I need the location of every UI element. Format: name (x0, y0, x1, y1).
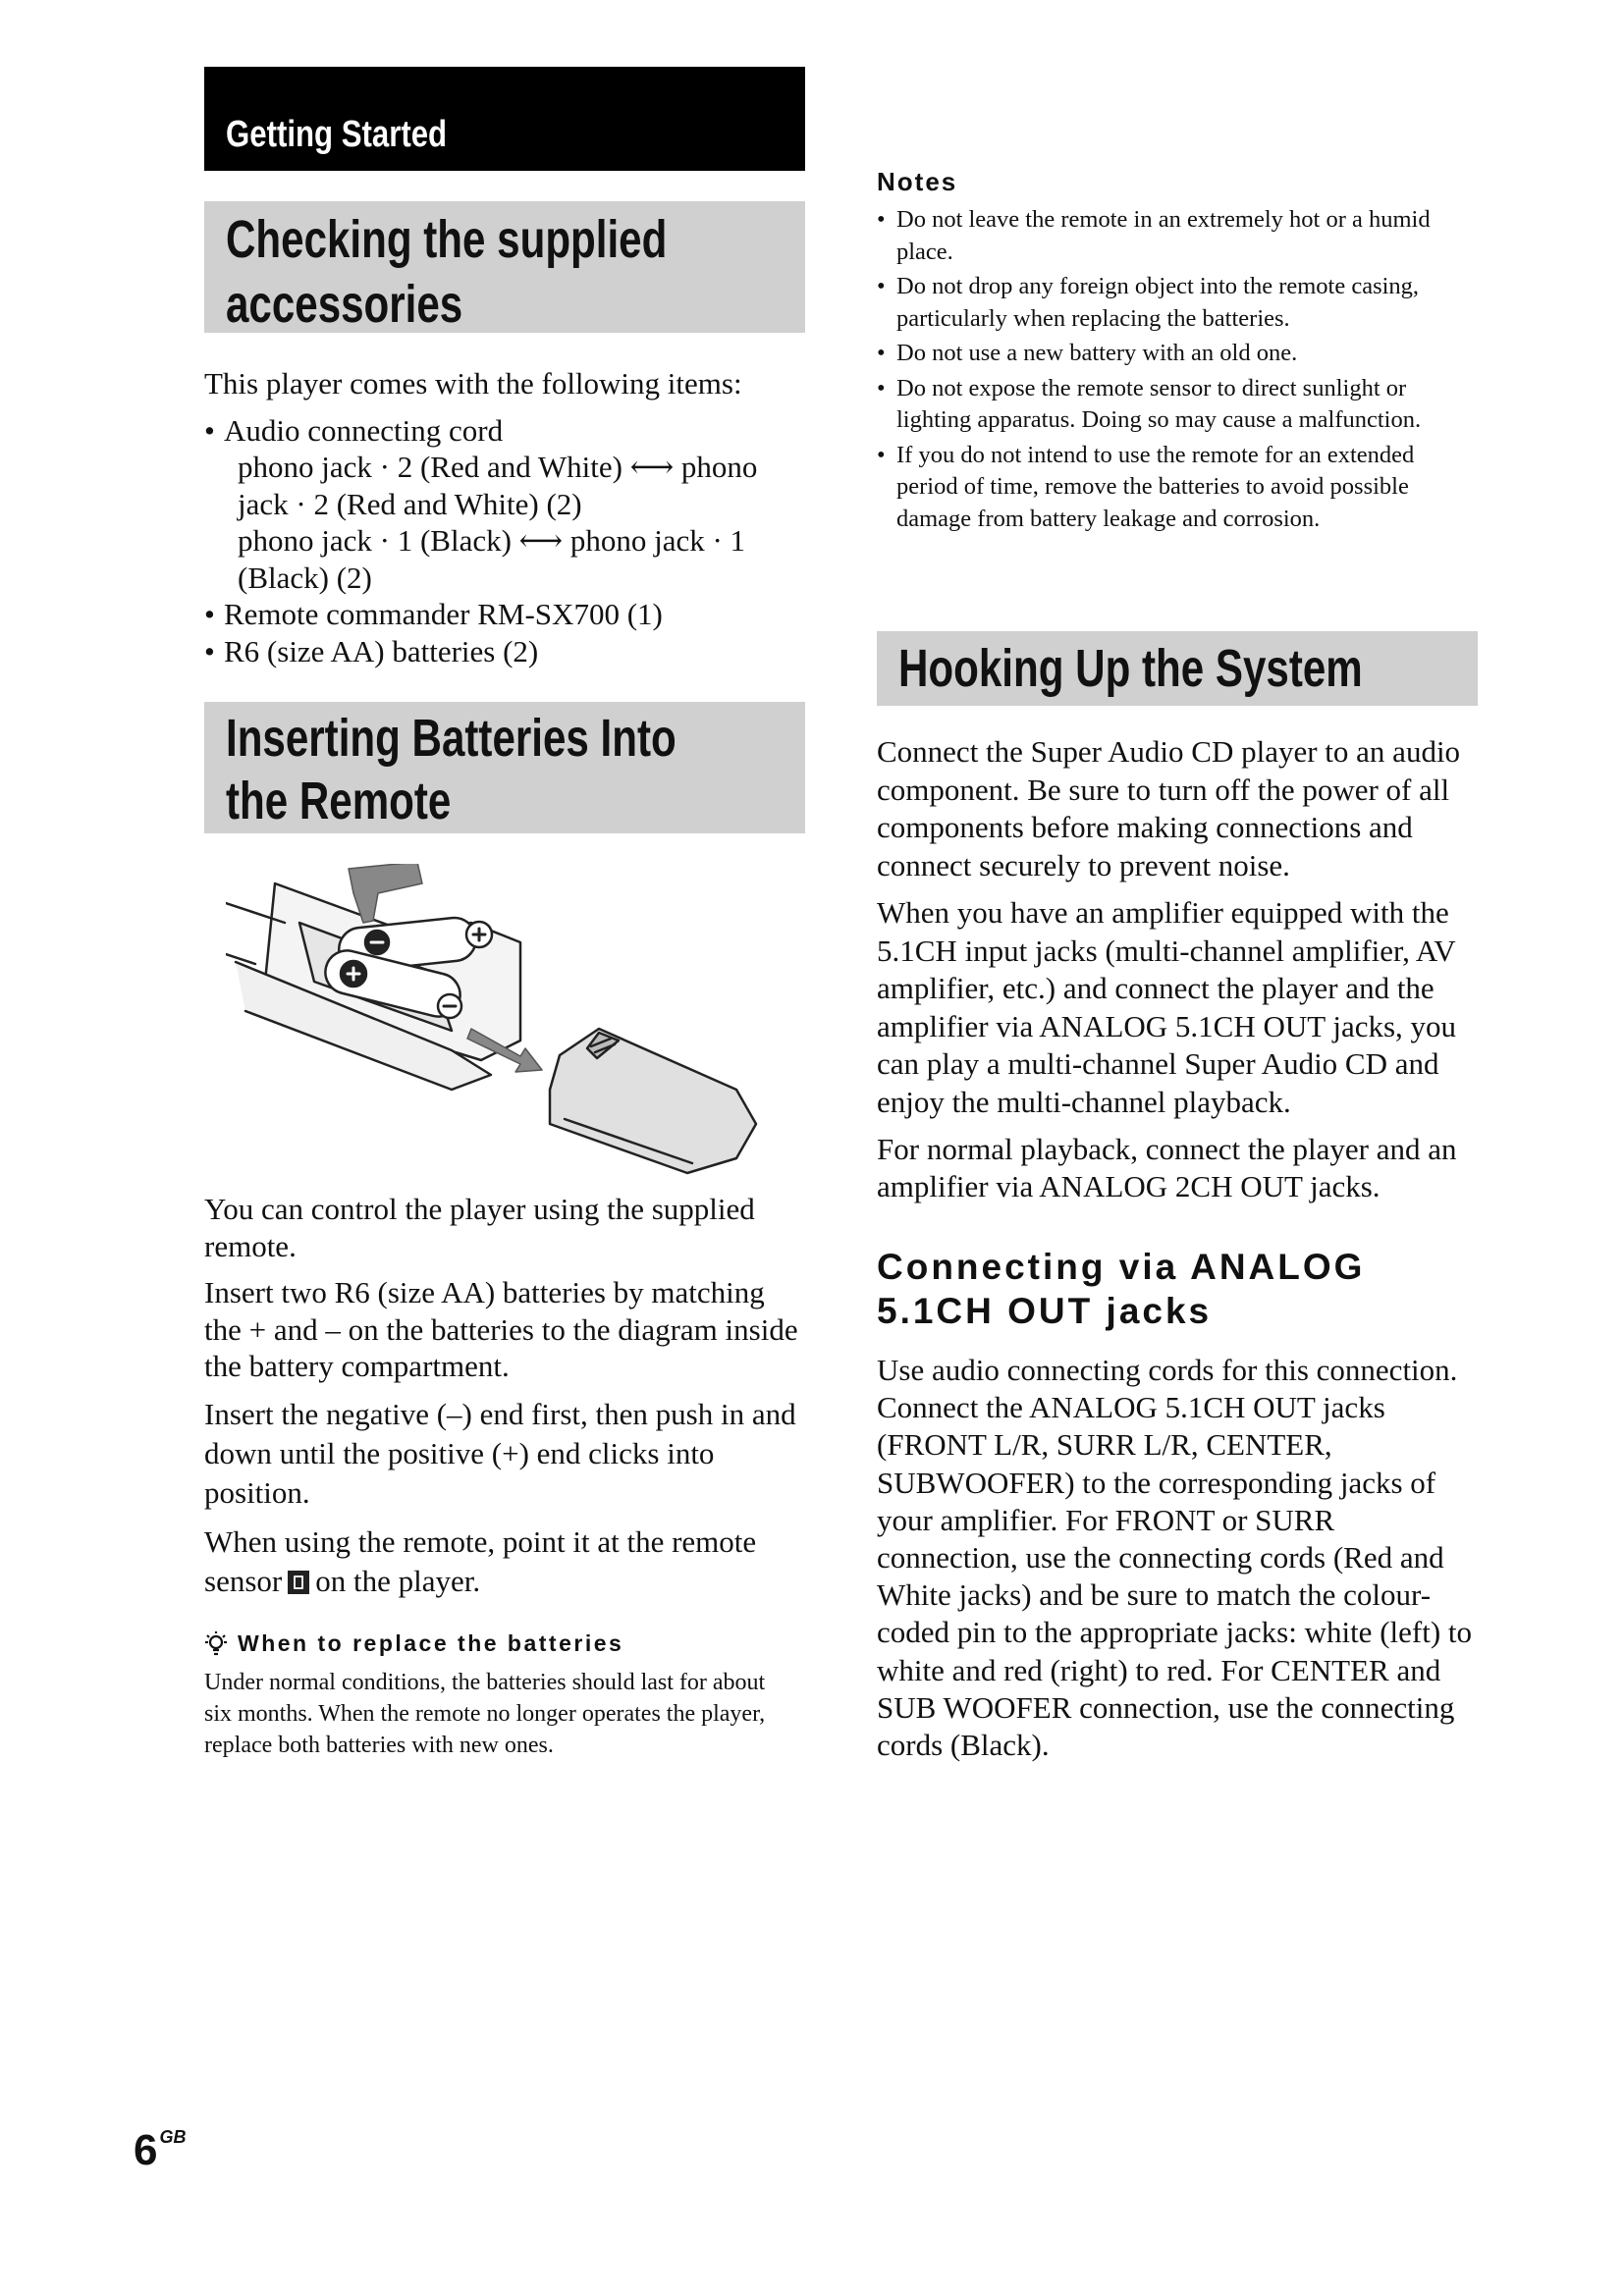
remote-sensor-icon (288, 1571, 309, 1594)
note-text: Do not expose the remote sensor to direct sunlight or lighting apparatus. Doing so may cause a malfunction. (896, 374, 1422, 433)
inserting-paragraph: Insert the negative (–) end first, then push in and down until the positive (+) end clicks into position. (204, 1396, 796, 1510)
note-item: • Do not expose the remote sensor to direct sunlight or lighting apparatus. Doing so may cause a malfunction. (877, 373, 1466, 437)
sensor-text-before: When using the remote, point it at the remote sensor (204, 1523, 757, 1598)
page-number-value: 6 (134, 2126, 158, 2174)
remote-battery-illustration (226, 864, 795, 1178)
hooking-heading: Hooking Up the System (898, 639, 1363, 698)
accessory-item: • Remote commander RM-SX700 (1) (204, 597, 663, 631)
note-item: • Do not leave the remote in an extremely hot or a humid place. (877, 204, 1466, 268)
note-text: Do not drop any foreign object into the remote casing, particularly when replacing the batteries. (896, 273, 1420, 332)
accessories-section (204, 365, 805, 669)
page-number-suffix: GB (159, 2127, 187, 2147)
note-text: If you do not intend to use the remote for an extended period of time, remove the batteries to avoid possible damage from battery leakage and corrosion. (896, 441, 1415, 532)
accessory-item-label: Audio connecting cord (224, 412, 504, 448)
accessory-item-label: Remote commander RM-SX700 (1) (224, 597, 663, 631)
inserting-heading-box (204, 702, 805, 833)
note-text: Do not use a new battery with an old one. (896, 340, 1298, 366)
hooking-paragraph: Connect the Super Audio CD player to an audio component. Be sure to turn off the power of all components before making connections and connect securely to prevent noise. (877, 734, 1461, 882)
note-item: • Do not use a new battery with an old one. (877, 338, 1466, 370)
accessories-intro: This player comes with the following items: (204, 366, 742, 400)
note-item: • Do not drop any foreign object into the remote casing, particularly when replacing the batteries. (877, 271, 1466, 335)
connecting-subheading (877, 1245, 1365, 1333)
lightbulb-icon (204, 1629, 228, 1657)
hooking-body (877, 733, 1478, 1204)
note-item: • If you do not intend to use the remote for an extended period of time, remove the batteries to avoid possible damage from battery leakage and corrosion. (877, 440, 1466, 536)
accessory-item: • R6 (size AA) batteries (2) (204, 633, 539, 668)
accessory-sub-line: jack · 2 (Red and White) (2) (238, 486, 582, 521)
connecting-body: Use audio connecting cords for this connection. Connect the ANALOG 5.1CH OUT jacks (FRONT L/R, SURR L/R, CENTER, SUBWOOFER) to the corresponding jacks of your amplifier. For FRONT or SURR connection, use the connecting cords (Red and White jacks) and be sure to match the colour-coded pin to the appropriate jacks: white (left) to white and red (right) to red. For CENTER and SUB WOOFER connection, use the connecting cords (Black). (877, 1353, 1473, 1763)
notes-heading: Notes (877, 167, 958, 196)
hooking-heading-box (877, 631, 1478, 706)
checking-heading-line1: Checking the supplied (226, 210, 668, 269)
hooking-paragraph: When you have an amplifier equipped with the 5.1CH input jacks (multi-channel amplifier, AV amplifier, etc.) and connect the player and the amplifier via ANALOG 5.1CH OUT jacks, you can play a multi-channel Super Audio CD and enjoy the multi-channel playback. (877, 895, 1457, 1119)
notes-list (877, 204, 1466, 538)
inserting-heading-line1: Inserting Batteries Into (226, 709, 677, 768)
checking-heading-box (204, 201, 805, 333)
connecting-subheading-line1: Connecting via ANALOG (877, 1247, 1366, 1287)
accessory-item-label: R6 (size AA) batteries (2) (224, 633, 539, 668)
hint-heading-text: When to replace the batteries (238, 1629, 624, 1656)
inserting-paragraph: Insert two R6 (size AA) batteries by matching the + and – on the batteries to the diagram inside the battery compartment. (204, 1275, 798, 1383)
accessory-item: • Audio connecting cord (204, 412, 504, 448)
inserting-heading-line2: the Remote (226, 772, 452, 830)
accessory-sub-line: phono jack · 1 (Black) ⟷ phono jack · 1 (238, 523, 746, 558)
hint-text: Under normal conditions, the batteries should last for about six months. When the remote no longer operates the player, replace both batteries with new ones. (204, 1670, 766, 1758)
page-number (134, 2126, 186, 2175)
checking-heading-line2: accessories (226, 275, 463, 334)
connecting-subheading-line2: 5.1CH OUT jacks (877, 1291, 1213, 1331)
hint-heading (204, 1629, 623, 1657)
inserting-sensor-paragraph (204, 1522, 805, 1601)
note-text: Do not leave the remote in an extremely hot or a humid place. (896, 206, 1431, 265)
accessory-sub-line: (Black) (2) (238, 560, 372, 595)
inserting-paragraph: You can control the player using the supplied remote. (204, 1192, 755, 1263)
section-bar (204, 67, 805, 171)
sensor-text-after: on the player. (315, 1563, 481, 1598)
inserting-body (204, 1191, 805, 1601)
section-bar-label: Getting Started (226, 114, 448, 155)
accessory-sub-line: phono jack · 2 (Red and White) ⟷ phono (238, 450, 758, 484)
hooking-paragraph: For normal playback, connect the player and an amplifier via ANALOG 2CH OUT jacks. (877, 1132, 1457, 1203)
